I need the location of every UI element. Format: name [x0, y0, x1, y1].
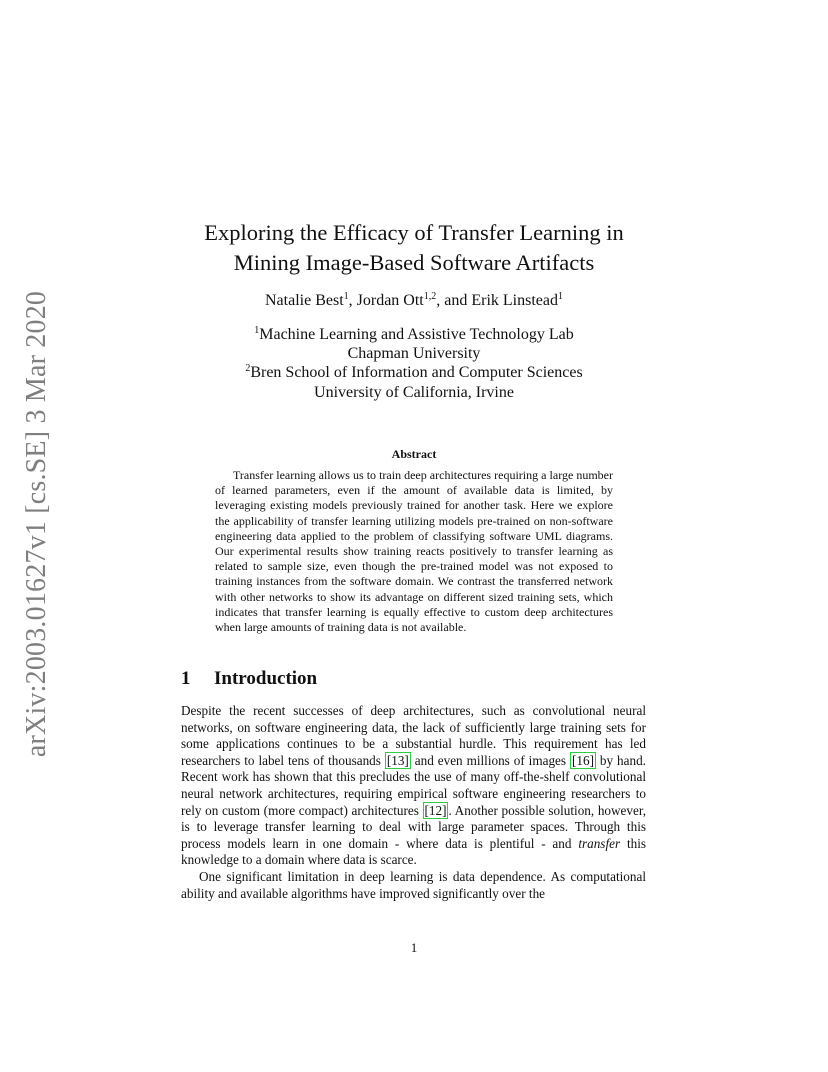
- author-separator: , and: [436, 292, 472, 309]
- arxiv-stamp-text: arXiv:2003.01627v1 [cs.SE] 3 Mar 2020: [21, 290, 52, 758]
- page-number: 1: [410, 940, 418, 955]
- author-list: [150, 291, 678, 311]
- author-name: Jordan Ott: [356, 292, 424, 309]
- affil-school: Bren School of Information and Computer Sciences: [250, 364, 583, 382]
- affiliation-1-institution: Chapman University: [347, 345, 481, 363]
- citation-link[interactable]: [16]: [571, 752, 594, 768]
- author-name: Natalie Best: [265, 292, 344, 309]
- author-name: Erik Linstead: [471, 292, 558, 309]
- intro-text: this knowledge to a domain where data is scarce.: [181, 835, 646, 868]
- paper-title: [150, 218, 678, 278]
- section-number: 1: [181, 668, 191, 689]
- intro-text: . Another possible solution, however, is to leverage transfer learning to deal with large parameter spaces. Through this process models learn in one domain - where data is plentiful - and: [181, 802, 646, 851]
- author-separator: ,: [348, 292, 357, 309]
- affil-sup: 2: [245, 363, 251, 375]
- citation-link[interactable]: [13]: [386, 752, 409, 768]
- citation-link[interactable]: [12]: [424, 802, 447, 818]
- author-affil-sup: 1,2: [423, 291, 437, 302]
- section-heading: [181, 668, 317, 690]
- intro-paragraph-1: [181, 703, 646, 869]
- abstract-heading: Abstract: [391, 447, 437, 461]
- title-line-2: Mining Image-Based Software Artifacts: [233, 250, 595, 275]
- affiliations: [150, 325, 678, 402]
- intro-text: by hand. Recent work has shown that this precludes the use of many off-the-shelf convolutional neural network architectures, requiring empirical software engineering researchers to rely on custom (more compact) architectures: [181, 752, 646, 818]
- affil-sup: 1: [254, 325, 260, 336]
- introduction-body: [181, 703, 646, 902]
- section-title: Introduction: [214, 668, 318, 689]
- affil-lab: Machine Learning and Assistive Technology Lab: [259, 326, 574, 343]
- author-affil-sup: 1: [558, 291, 563, 302]
- affiliation-2-institution: University of California, Irvine: [314, 383, 514, 401]
- intro-text: Despite the recent successes of deep architectures, such as convolutional neural networks, on software engineering data, the lack of sufficiently large training sets for some applications continues to be a substantial hurdle. This requirement has led researchers to label tens of thousands: [181, 703, 646, 768]
- title-line-1: Exploring the Efficacy of Transfer Learning in: [204, 220, 624, 245]
- affiliation-1: [150, 325, 678, 344]
- affiliation-2: [150, 363, 678, 382]
- intro-paragraph-2: One significant limitation in deep learning is data dependence. As computational ability and available algorithms have improved significantly over the: [181, 868, 646, 901]
- author-affil-sup: 1: [343, 291, 349, 302]
- abstract-text: Transfer learning allows us to train deep architectures requiring a large number of learned parameters, even if the amount of available data is limited, by leveraging existing models previously trained for another task. Here we explore the applicability of transfer learning utilizing models pre-trained on non-software engineering data applied to the problem of classifying software UML diagrams. Our experimental results show training reacts positively to transfer learning as related to sample size, even though the pre-trained model was not exposed to training instances from the software domain. We contrast the transferred network with other networks to show its advantage on different sized training sets, which indicates that transfer learning is equally effective to custom deep architectures when large amounts of training data is not available.: [215, 468, 613, 635]
- emphasis-transfer: transfer: [578, 835, 621, 851]
- intro-text: and even millions of images: [410, 752, 570, 768]
